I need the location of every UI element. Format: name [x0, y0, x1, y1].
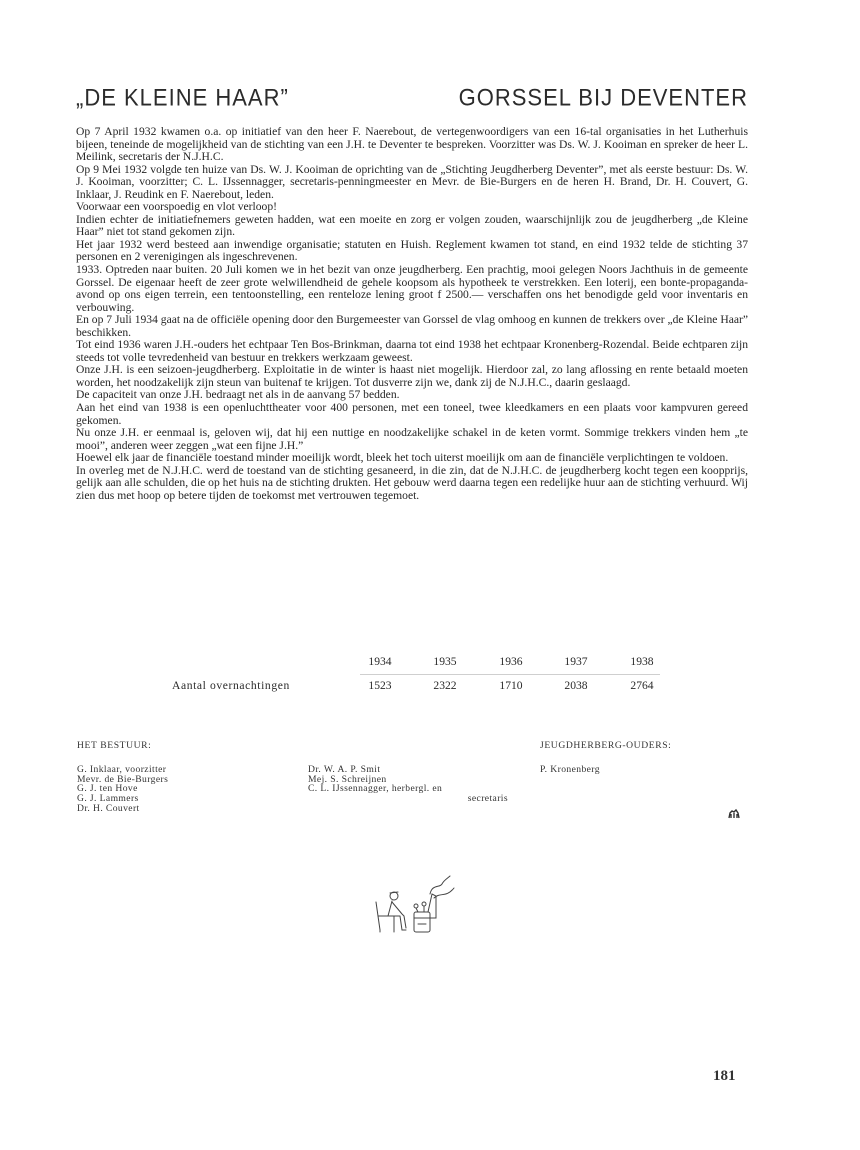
- board-member: Dr. H. Couvert: [77, 802, 140, 814]
- paragraph: Op 9 Mei 1932 volgde ten huize van Ds. W. J. Kooiman de oprichting van de „Stichting Jeugdherberg Deventer”, met als eerste bestuur: Ds. W. J. Kooiman, voorzitter; C. L. IJssennagger, secretaris-penningmeester en Mevr. de Bie-Burgers en de heren H. Brand, Dr. H. Couvert, G. Inklaar, J. Reudink en F. Naerebout, leden.: [76, 162, 748, 201]
- stats-value: 2322: [433, 679, 457, 692]
- paragraph: Voorwaar een voorspoedig en vlot verloop!: [76, 200, 278, 214]
- stats-year: 1937: [564, 655, 588, 668]
- paragraph: Aan het eind van 1938 is een openluchttheater voor 400 personen, met een toneel, twee kleedkamers en een plaats voor kampvuren gereed gekomen.: [76, 401, 748, 427]
- page-title: „DE KLEINE HAAR”: [76, 84, 289, 111]
- paragraph: Hoewel elk jaar de financiële toestand minder moeilijk wordt, bleek het toch uiterst moeilijk om aan de financiële verplichtingen te voldoen.: [76, 451, 729, 465]
- board-list-col2: [308, 765, 508, 804]
- stats-header-row: [160, 655, 680, 669]
- stats-value-row: [160, 679, 680, 693]
- board-member: C. L. IJssennagger, herbergl. en: [308, 783, 443, 795]
- paragraph: 1933. Optreden naar buiten. 20 Juli komen we in het bezit van onze jeugdherberg. Een prachtig, mooi gelegen Noors Jachthuis in de gemeente Gorssel. De eigenaar heeft de zeer grote welwillendheid de gehele koopsom als hypotheek te verstrekken. Een loterij, een bonte-propaganda-avond op ons eigen terrein, een tentoonstelling, een renteloze lening groot f 2500.— verschaffen ons het benodigde geld voor inventaris en verbouwing.: [76, 263, 748, 314]
- board-member: G. J. Lammers: [77, 793, 139, 805]
- stats-value: 1710: [499, 679, 523, 692]
- stats-value: 2038: [564, 679, 588, 692]
- stats-year: 1934: [368, 655, 392, 668]
- stats-value: 1523: [368, 679, 392, 692]
- overnight-stats-table: [160, 655, 680, 699]
- paragraph: Tot eind 1936 waren J.H.-ouders het echtpaar Ten Bos-Brinkman, daarna tot eind 1938 het echtpaar Kronenberg-Rozendal. Beide echtparen zijn steeds tot volle tevredenheid van bestuur en trekkers werkzaam geweest.: [76, 338, 748, 364]
- paragraph: En op 7 Juli 1934 gaat na de officiële opening door den Burgemeester van Gorssel de vlag omhoog en kunnen de trekkers over „de Kleine Haar” beschikken.: [76, 313, 748, 339]
- parents-list: [540, 765, 600, 775]
- paragraph: Onze J.H. is een seizoen-jeugdherberg. Exploitatie in de winter is haast niet mogelijk. Hierdoor zal, zo lang aflossing en rente betaald moeten worden, het noodzakelijk zijn steun van buitenaf te krijgen. Tot dusverre zijn we, dank zij de N.J.H.C., daarin geslaagd.: [76, 363, 748, 389]
- page-subtitle-location: GORSSEL BIJ DEVENTER: [458, 84, 748, 111]
- board-heading: HET BESTUUR:: [77, 740, 152, 751]
- board-list-col1: [77, 765, 168, 814]
- stats-year: 1936: [499, 655, 523, 668]
- stats-year: 1938: [630, 655, 654, 668]
- chair: [376, 902, 394, 932]
- parent-name: P. Kronenberg: [540, 764, 600, 775]
- parents-heading: JEUGDHERBERG-OUDERS:: [540, 740, 672, 751]
- stats-row-label: Aantal overnachtingen: [172, 679, 290, 692]
- board-member: G. Inklaar, voorzitter: [77, 764, 167, 775]
- title-row: [76, 84, 748, 114]
- printer-mark-icon: [728, 808, 740, 820]
- paragraph: De capaciteit van onze J.H. bedraagt net als in de aanvang 57 bedden.: [76, 388, 400, 402]
- paragraph: Het jaar 1932 werd besteed aan inwendige organisatie; statuten en Huish. Reglement kwamen tot stand, en eind 1932 telde de stichting 37 personen en 2 verenigingen als ingeschrevenen.: [76, 237, 748, 264]
- paragraph: In overleg met de N.J.H.C. werd de toestand van de stichting gesaneerd, in die zin, dat de N.J.H.C. de jeugdherberg kocht tegen een koopprijs, gelijk aan alle schulden, die op het huis na de stichting drukten. Het gebouw werd daarna tegen een redelijke huur aan de stichting verhuurd. Wij zien dus met hoop op betere tijden de toekomst met vertrouwen tegemoet.: [76, 463, 748, 502]
- board-member: Dr. W. A. P. Smit: [308, 764, 381, 775]
- paragraph: Indien echter de initiatiefnemers geweten hadden, wat een moeite en zorg er volgen zouden, waarschijnlijk zou de jeugdherberg „de Kleine Haar” niet tot stand gekomen zijn.: [76, 212, 748, 239]
- board-member-continuation: secretaris: [467, 793, 508, 805]
- paragraph: Op 7 April 1932 kwamen o.a. op initiatief van den heer F. Naerebout, de vertegenwoordigers van een 16-tal organisaties in het Lutherhuis bijeen, teneinde de mogelijkheid van de stichting van een J.H. te Deventer te bespreken. Voorzitter was Ds. W. J. Kooiman en spreker de heer L. Meilink, secretaris der N.J.H.C.: [76, 125, 748, 164]
- paragraph: Nu onze J.H. er eenmaal is, geloven wij, dat hij een nuttige en noodzakelijke schakel in de keten vormt. Sommige trekkers vinden hem „te mooi”, anderen weer zeggen „wat een fijne J.H.”: [76, 426, 748, 452]
- board-member: Mevr. de Bie-Burgers: [77, 773, 169, 785]
- hiker-illustration-icon: [370, 872, 460, 936]
- stats-year: 1935: [433, 655, 457, 668]
- stats-divider: [360, 674, 660, 675]
- article-body: [76, 126, 748, 502]
- stats-value: 2764: [630, 679, 654, 692]
- page-number: 181: [713, 1068, 736, 1084]
- board-member: G. J. ten Hove: [77, 783, 138, 795]
- board-member: Mej. S. Schreijnen: [308, 773, 387, 785]
